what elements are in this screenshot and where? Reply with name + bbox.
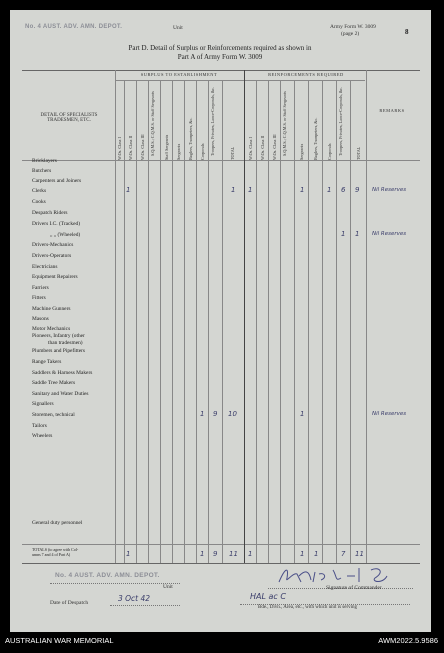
general-duty-label: General duty personnel <box>32 520 83 526</box>
entry-storemen-surplus-pte: 9 <box>213 410 218 418</box>
surplus-col-total: TOTAL <box>230 146 235 160</box>
entry-storemen-remark: Nil Reserves <box>372 411 407 417</box>
col-line <box>222 80 223 563</box>
unit-rule <box>50 583 180 584</box>
row-label: Motor Mechanics <box>32 326 71 332</box>
reinf-col-wo2: W.Os. Class II <box>260 135 265 160</box>
totals-top-rule <box>22 544 420 545</box>
entry-total-reinf-total: 11 <box>355 550 364 558</box>
reinf-col-cpl: Corporals <box>327 143 332 160</box>
entry-total-reinf-buglers: 1 <box>314 550 319 558</box>
table-top-rule <box>22 70 420 71</box>
surplus-col-sgt: Sergeants <box>176 143 181 160</box>
footer-unit-label: Unit <box>163 584 173 590</box>
row-label: Equipment Repairers <box>32 274 78 280</box>
row-label: „ „ (Wheeled) <box>50 232 81 238</box>
archive-footer <box>0 632 444 653</box>
totals-label-line-1: TOTALS (to agree with Col- <box>32 547 79 552</box>
archive-name: AUSTRALIAN WAR MEMORIAL <box>5 636 114 645</box>
brigade-value: HAL ac C <box>250 592 286 601</box>
col-line <box>336 80 337 563</box>
col-line <box>148 80 149 563</box>
col-line <box>268 80 269 563</box>
col-line <box>308 80 309 563</box>
reinf-col-pte: Troopers, Privates, Lance-Corporals, &c. <box>338 86 343 156</box>
detail-header-line-1: DETAIL OF SPECIALISTS <box>40 113 98 118</box>
col-line <box>124 80 125 563</box>
row-label: Electricians <box>32 264 58 270</box>
row-label: Farriers <box>32 285 49 291</box>
row-label: Drivers-Operators <box>32 253 72 259</box>
surplus-col-sqms: S.Q.M.S.; C.Q.M.S. or Staff Sergeants <box>150 91 155 156</box>
reinf-col-sqms: S.Q.M.S.; C.Q.M.S. or Staff Sergeants <box>282 91 287 156</box>
entry-wheeled-remark: Nil Reserves <box>372 231 407 237</box>
row-label: Fitters <box>32 295 46 301</box>
entry-total-reinf-sgt: 1 <box>300 550 305 558</box>
column-header-rule <box>22 160 420 161</box>
entry-storemen-reinf-sgt: 1 <box>300 410 305 418</box>
entry-clerks-surplus-wo1: 1 <box>126 186 131 194</box>
unit-stamp: No. 4 AUST. ADV. AMN. DEPOT. <box>25 24 123 30</box>
entry-clerks-reinf-total: 9 <box>355 186 360 194</box>
despatch-label: Date of Despatch <box>50 600 89 606</box>
row-label: Signallers <box>32 401 54 407</box>
row-label: Machine Gunners <box>32 306 71 312</box>
entry-total-reinf-pte: 7 <box>341 550 346 558</box>
entry-storemen-surplus-total: 10 <box>228 410 237 418</box>
brigade-label: Bde., Divn., Area, etc., with which unit is serving <box>258 605 358 610</box>
entry-total-surplus-pte: 9 <box>213 550 218 558</box>
row-label: Butchers <box>32 168 52 174</box>
entry-total-surplus-wo1: 1 <box>126 550 131 558</box>
entry-clerks-reinf-pte: 6 <box>341 186 346 194</box>
entry-total-surplus-total: 11 <box>229 550 238 558</box>
surplus-col-cpl: Corporals <box>200 143 205 160</box>
surplus-col-wo3: W.Os. Class III <box>140 134 145 160</box>
unit-label: Unit <box>173 25 183 31</box>
detail-header <box>24 113 114 123</box>
form-title-line-1: Part D. Detail of Surplus or Reinforcements required as shown in <box>128 44 312 52</box>
col-line <box>184 80 185 563</box>
entry-wheeled-reinf-pte: 1 <box>341 230 346 238</box>
col-line <box>172 80 173 563</box>
reinf-col-total: TOTAL <box>356 146 361 160</box>
surplus-col-pte: Troopers, Privates, Lance-Corporals, &c. <box>210 86 215 156</box>
entry-clerks-reinf-sgt: 1 <box>300 186 305 194</box>
surplus-group-header: SURPLUS TO ESTABLISHMENT <box>140 72 218 77</box>
col-line <box>115 70 116 563</box>
row-label: than tradesmen) <box>48 340 83 346</box>
row-label: Despatch Riders <box>32 210 68 216</box>
entry-total-reinf-wo1: 1 <box>248 550 253 558</box>
totals-label <box>32 547 78 557</box>
col-line <box>280 80 281 563</box>
row-label: Carpenters and Joiners <box>32 178 82 184</box>
col-line <box>160 80 161 563</box>
entry-total-surplus-cpl: 1 <box>200 550 205 558</box>
entry-clerks-reinf-cpl: 1 <box>327 186 332 194</box>
footer-unit-stamp: No. 4 AUST. ADV. AMN. DEPOT. <box>55 572 160 579</box>
col-line <box>294 80 295 563</box>
totals-label-line-2: umns 7 and 4 of Part A) <box>32 552 71 557</box>
despatch-rule <box>110 605 180 606</box>
col-line <box>366 70 367 563</box>
row-label: Tailors <box>32 423 47 429</box>
row-label: Cooks <box>32 199 46 205</box>
signature-label: Signature of Commander <box>326 585 382 591</box>
reinf-col-sgt: Sergeants <box>299 143 304 160</box>
reinf-col-buglers: Buglers, Trumpeters, &c. <box>313 117 318 160</box>
col-line <box>208 80 209 563</box>
surplus-col-wo1: W.Os. Class I <box>117 137 122 160</box>
entry-clerks-surplus-total: 1 <box>231 186 236 194</box>
page-reference: (page 2) <box>341 31 360 37</box>
archive-accession: AWM2022.5.9586 <box>378 636 438 645</box>
row-label: Plumbers and Pipefitters <box>32 348 86 354</box>
remarks-header: REMARKS <box>379 108 405 113</box>
reinf-col-wo3: W.Os. Class III <box>272 134 277 160</box>
surplus-col-buglers: Buglers, Trumpeters, &c. <box>188 117 193 160</box>
entry-clerks-reinf-wo1: 1 <box>248 186 253 194</box>
col-line <box>256 80 257 563</box>
col-line <box>350 80 351 563</box>
reinforcements-group-header: REINFORCEMENTS REQUIRED <box>268 72 344 77</box>
row-label: Range Takers <box>32 359 62 365</box>
despatch-date: 3 Oct 42 <box>118 594 151 603</box>
form-sheet <box>10 10 431 632</box>
detail-header-line-2: TRADESMEN, ETC. <box>47 118 91 123</box>
col-line <box>322 80 323 563</box>
corner-mark: 8 <box>405 28 409 36</box>
row-label: Drivers-Mechanics <box>32 242 74 248</box>
row-label: Pioneers, Infantry (other <box>32 333 85 339</box>
row-label: Wheelers <box>32 433 53 439</box>
entry-clerks-remark: Nil Reserves <box>372 187 407 193</box>
row-label: Masons <box>32 316 49 322</box>
row-label: Drivers I.C. (Tracked) <box>32 221 81 227</box>
surplus-col-wo2: W.Os. Class II <box>128 135 133 160</box>
row-label: Bricklayers <box>32 158 57 164</box>
col-line <box>196 80 197 563</box>
form-reference: Army Form W. 3009 <box>330 24 376 30</box>
reinf-col-wo1: W.Os. Class I <box>248 137 253 160</box>
row-label: Saddle Tree Makers <box>32 380 76 386</box>
entry-storemen-surplus-cpl: 1 <box>200 410 205 418</box>
group-divider <box>244 70 245 563</box>
row-label: Storemen, technical <box>32 412 75 418</box>
entry-wheeled-reinf-total: 1 <box>355 230 360 238</box>
row-label: Sanitary and Water Duties <box>32 391 89 397</box>
row-label: Saddlers & Harness Makers <box>32 370 93 376</box>
row-label: Clerks <box>32 188 47 194</box>
col-line <box>136 80 137 563</box>
form-title-line-2: Part A of Army Form W. 3009 <box>177 53 263 61</box>
surplus-col-ssgt: Staff Sergeants <box>164 134 169 160</box>
